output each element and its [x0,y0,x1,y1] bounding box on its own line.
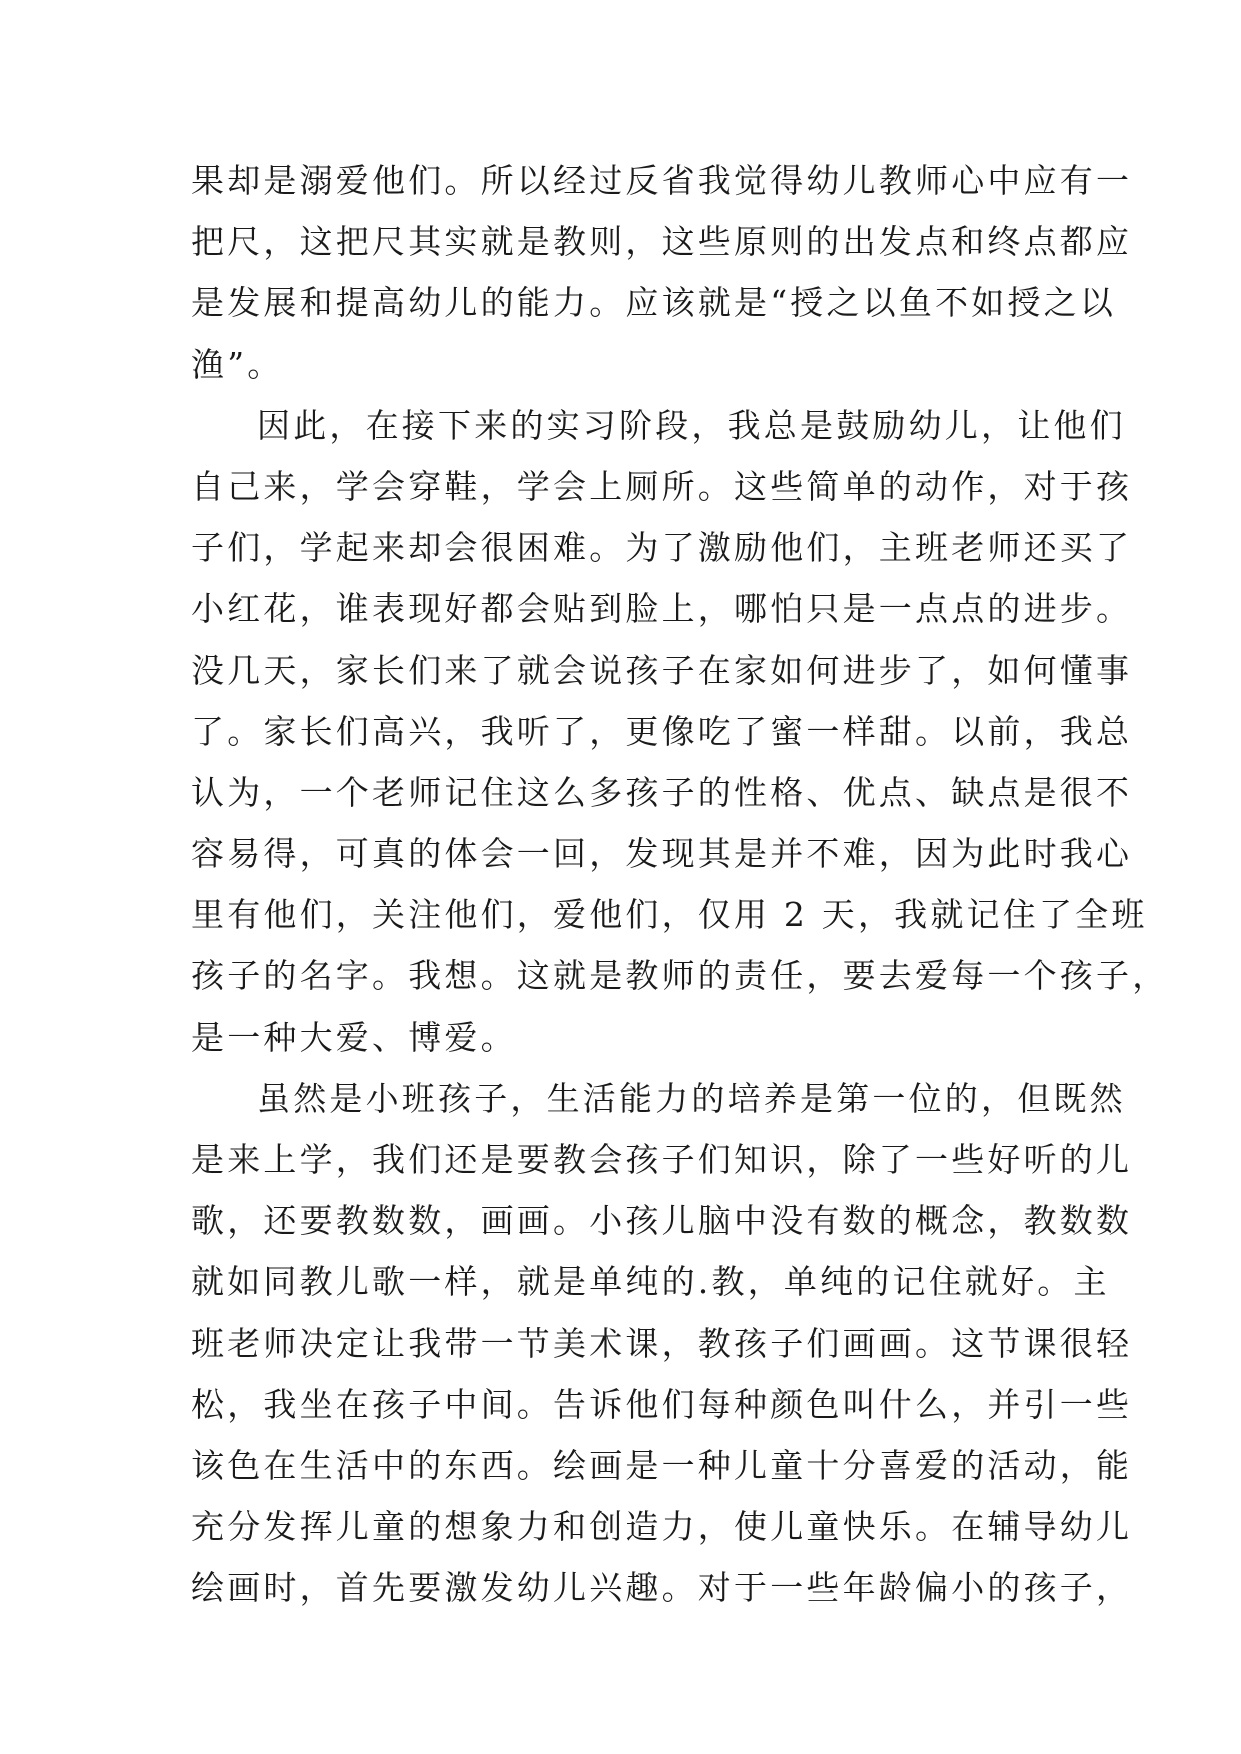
text-line: 就如同教儿歌一样，就是单纯的.教，单纯的记住就好。主 [191,1262,1110,1302]
text-line: 是发展和提高幼儿的能力。应该就是“授之以鱼不如授之以 [191,283,1117,323]
paragraph-first-line: 虽然是小班孩子，生活能力的培养是第一位的，但既然 [257,1078,1126,1118]
text-line: 没几天，家长们来了就会说孩子在家如何进步了，如何懂事 [191,650,1133,690]
text-line: 了。家长们高兴，我听了，更像吃了蜜一样甜。以前，我总 [191,711,1133,751]
text-line: 孩子的名字。我想。这就是教师的责任，要去爱每一个孩子， [191,956,1169,996]
text-line: 该色在生活中的东西。绘画是一种儿童十分喜爱的活动，能 [191,1445,1133,1485]
text-line: 小红花，谁表现好都会贴到脸上，哪怕只是一点点的进步。 [191,589,1133,629]
text-line: 渔”。 [191,344,284,384]
text-line: 果却是溺爱他们。所以经过反省我觉得幼儿教师心中应有一 [191,161,1133,200]
text-line: 是一种大爱、博爱。 [191,1017,517,1057]
text-line: 里有他们，关注他们，爱他们，仅用 2 天，我就记住了全班 [191,895,1148,935]
text-line: 子们，学起来却会很困难。为了激励他们，主班老师还买了 [191,528,1133,568]
paragraph-first-line: 因此，在接下来的实习阶段，我总是鼓励幼儿，让他们 [257,405,1126,445]
text-line: 把尺，这把尺其实就是教则，这些原则的出发点和终点都应 [191,222,1133,262]
text-line: 认为，一个老师记住这么多孩子的性格、优点、缺点是很不 [191,772,1133,812]
text-line: 歌，还要教数数，画画。小孩儿脑中没有数的概念，教数数 [191,1201,1133,1241]
text-line: 班老师决定让我带一节美术课，教孩子们画画。这节课很轻 [191,1323,1133,1363]
text-line: 绘画时，首先要激发幼儿兴趣。对于一些年龄偏小的孩子， [191,1568,1133,1608]
text-line: 是来上学，我们还是要教会孩子们知识，除了一些好听的儿 [191,1140,1133,1179]
text-line: 充分发挥儿童的想象力和创造力，使儿童快乐。在辅导幼儿 [191,1507,1133,1547]
text-line: 容易得，可真的体会一回，发现其是并不难，因为此时我心 [191,834,1133,874]
body-text [191,150,1169,1619]
text-line: 松，我坐在孩子中间。告诉他们每种颜色叫什么，并引一些 [191,1384,1133,1424]
text-line: 自己来，学会穿鞋，学会上厕所。这些简单的动作，对于孩 [191,466,1133,506]
